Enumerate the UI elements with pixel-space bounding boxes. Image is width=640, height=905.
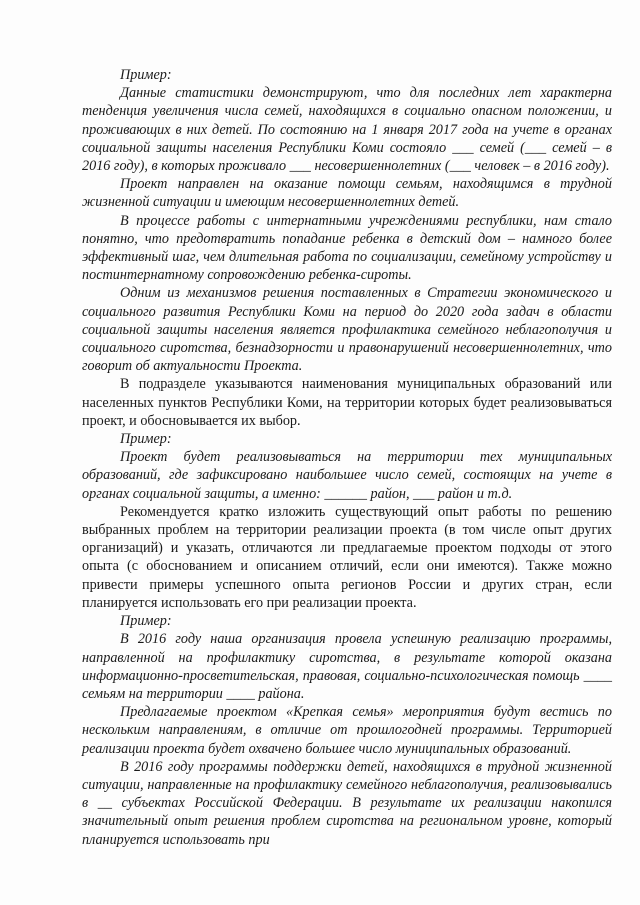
example-label: Пример: [120,431,172,448]
paragraph-statistics: Данные статистики демонстрируют, что для последних лет характерна тенденция увеличения числа семей, находящихся в социально опасном положении, и проживающих в них детей. По состоянию на 1 января 2017 года на учете в органах социальной защиты населения Республики Коми состояло ___ семей (___ семей – в 2016 году), в которых проживало ___ несовершеннолетних (___ человек – в 2016 году). [82,85,612,175]
paragraph-territory-example: Проект будет реализовываться на территории тех муниципальных образований, где зафиксировано наибольшее число семей, состоящих на учете в органах социальной защиты, а именно: ______ район, ___ район и т.д. [82,449,612,502]
paragraph-project-aim: Проект направлен на оказание помощи семьям, находящимся в трудной жизненной ситуации и имеющим несовершеннолетних детей. [82,176,612,211]
paragraph-federal-experience: В 2016 году программы поддержки детей, находящихся в трудной жизненной ситуации, направленные на профилактику семейного неблагополучия, реализовывались в __ субъектах Российской Федерации. В результате их реализации накопился значительный опыт решения проблем сиротства на региональном уровне, который планируется использовать при [82,758,612,848]
paragraph-experience-instruction: Рекомендуется кратко изложить существующий опыт работы по решению выбранных проблем на территории реализации проекта (в том числе опыт других организаций) и указать, отличаются ли предлагаемые проектом подходы от этого опыта (с обоснованием и описанием отличий, если они имеются). Также можно привести примеры успешного опыта регионов России и других стран, если планируется использовать его при реализации проекта. [82,503,612,611]
document-body [82,66,612,849]
paragraph-2016-program: В 2016 году наша организация провела успешную реализацию программы, направленной на профилактику сиротства, в результате которой оказана информационно-просветительская, правовая, социально-психологическая помощь ____ семьям на территории ____ района. [82,631,612,702]
example-label: Пример: [120,613,172,630]
paragraph-boarding-institutions: В процессе работы с интернатными учреждениями республики, нам стало понятно, что предотвратить попадание ребенка в детский дом – намного более эффективный шаг, чем длительная работа по социализации, семейному устройству и постинтернатному сопровождению ребенка-сироты. [82,212,612,284]
example-label: Пример: [120,67,172,83]
paragraph-strong-family: Предлагаемые проектом «Крепкая семья» мероприятия будут вестись по нескольким направлениям, в отличие от прошлогодней программы. Территорией реализации проекта будет охвачено большее число муниципальных образований. [82,704,612,757]
paragraph-territory-instruction: В подразделе указываются наименования муниципальных образований или населенных пунктов Республики Коми, на территории которых будет реализовываться проект, и обосновывается их выбор. [82,376,612,429]
paragraph-strategy: Одним из механизмов решения поставленных в Стратегии экономического и социального развития Республики Коми на период до 2020 года задач в области социальной защиты населения является профилактика семейного неблагополучия и социального сиротства, безнадзорности и правонарушений несовершеннолетних, что говорит об актуальности Проекта. [82,285,612,375]
